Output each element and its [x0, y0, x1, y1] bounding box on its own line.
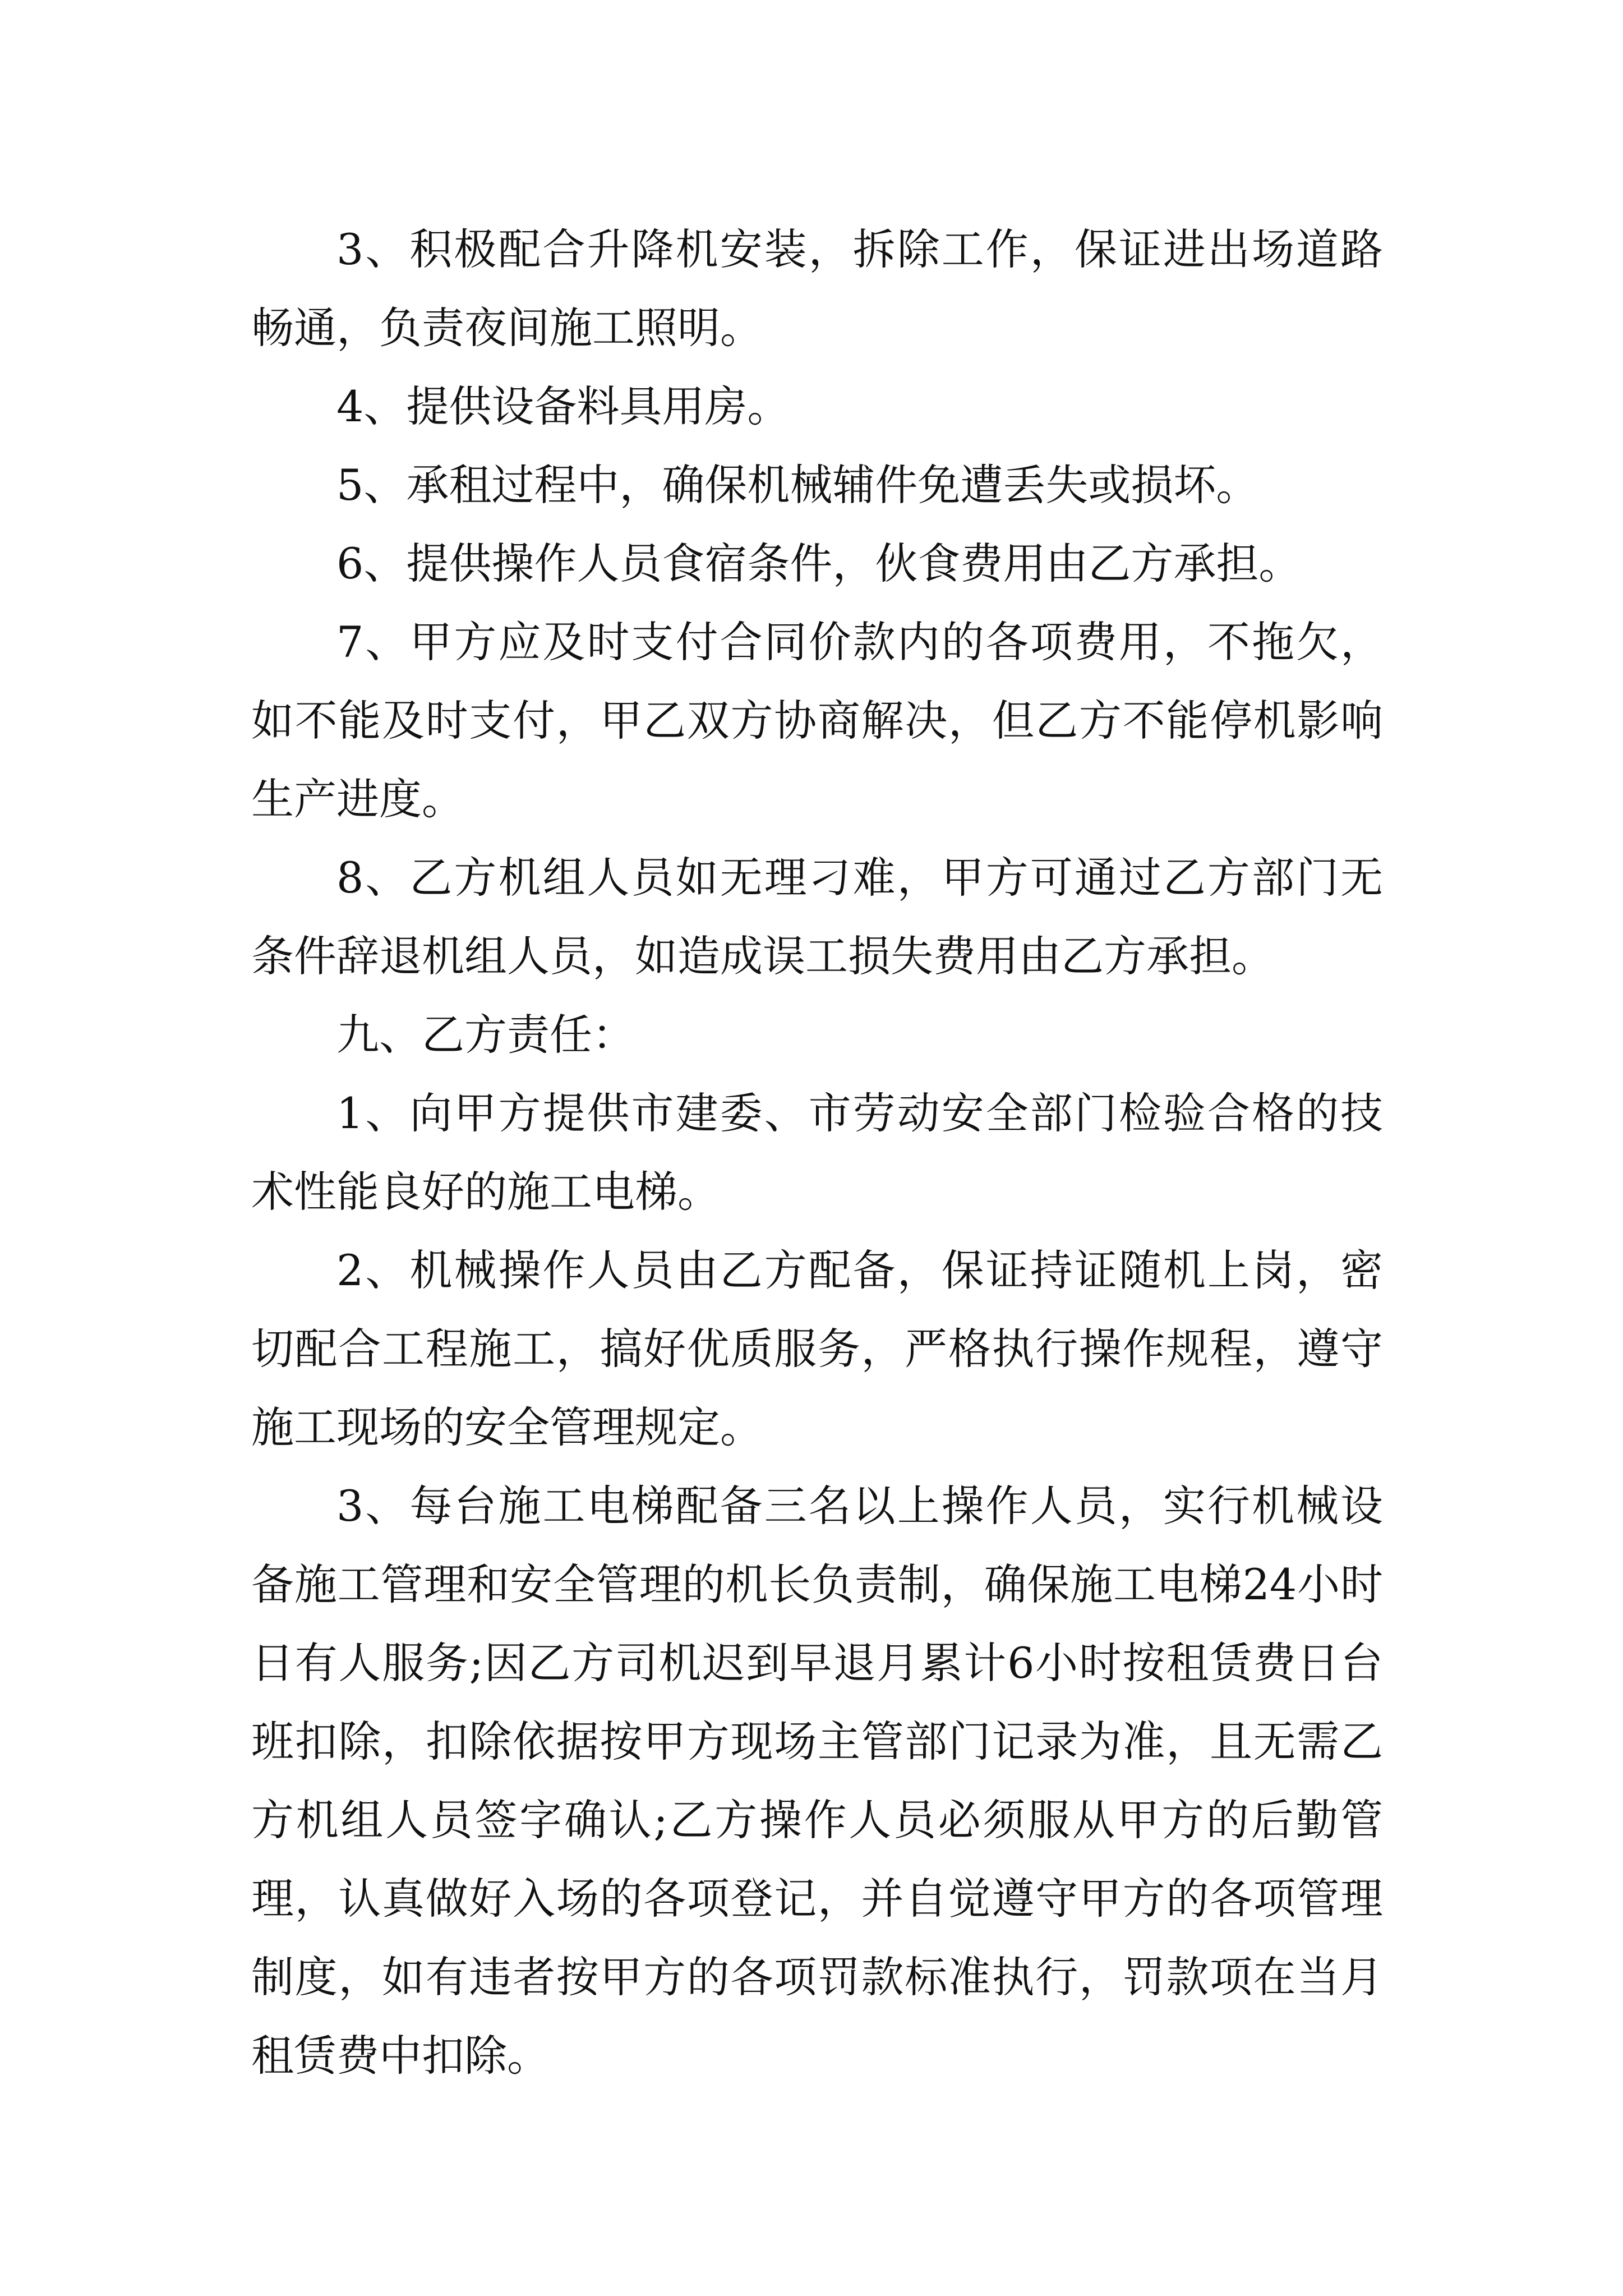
paragraph-item-3-cooperation: 3、积极配合升降机安装，拆除工作，保证进出场道路畅通，负责夜间施工照明。: [251, 224, 1383, 353]
paragraph-b-item-3-staffing: 3、每台施工电梯配备三名以上操作人员，实行机械设备施工管理和安全管理的机长负责制，确保施工电梯24小时日有人服务;因乙方司机迟到早退月累计6小时按租赁费日台班扣除，扣除依据按甲方现场主管部门记录为准，且无需乙方机组人员签字确认;乙方操作人员必须服从甲方的后勤管理，认真做好入场的各项登记，并自觉遵守甲方的各项管理制度，如有违者按甲方的各项罚款标准执行，罚款项在当月租赁费中扣除。: [251, 1481, 1383, 2081]
paragraph-item-8-dismissal: 8、乙方机组人员如无理刁难，甲方可通过乙方部门无条件辞退机组人员，如造成误工损失费用由乙方承担。: [251, 853, 1383, 981]
paragraph-b-item-2-operators: 2、机械操作人员由乙方配备，保证持证随机上岗，密切配合工程施工，搞好优质服务，严格执行操作规程，遵守施工现场的安全管理规定。: [251, 1245, 1383, 1452]
paragraph-item-6-lodging: 6、提供操作人员食宿条件，伙食费用由乙方承担。: [336, 539, 1302, 588]
paragraph-item-7-payment: 7、甲方应及时支付合同价款内的各项费用，不拖欠，如不能及时支付，甲乙双方协商解决，但乙方不能停机影响生产进度。: [251, 617, 1383, 824]
paragraph-item-4-storage: 4、提供设备料具用房。: [336, 381, 790, 431]
document-body: [251, 210, 1383, 2095]
section-heading-party-b-responsibilities: 九、乙方责任：: [336, 1010, 635, 1060]
paragraph-item-5-loss-prevention: 5、承租过程中，确保机械辅件免遭丢失或损坏。: [336, 460, 1259, 510]
paragraph-b-item-1-elevator: 1、向甲方提供市建委、市劳动安全部门检验合格的技术性能良好的施工电梯。: [251, 1088, 1383, 1217]
